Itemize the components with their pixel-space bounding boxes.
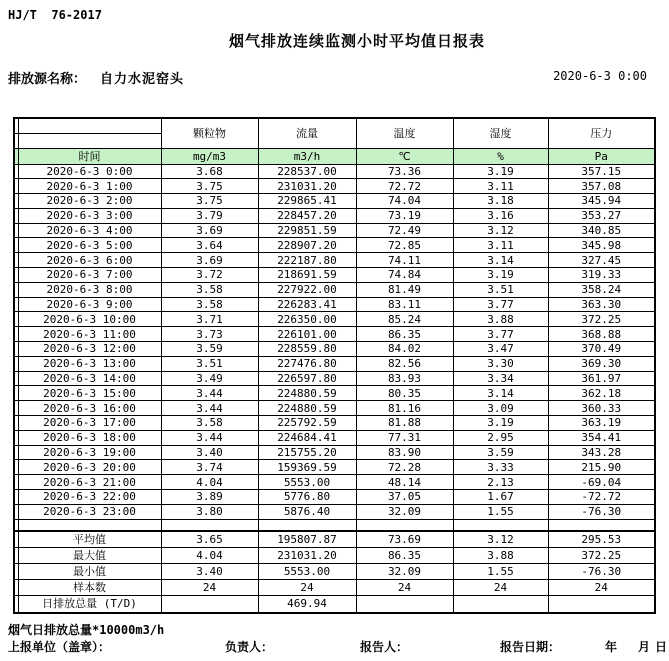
table-row bbox=[14, 223, 655, 238]
summary-value-cell: 32.09 bbox=[356, 563, 453, 579]
time-cell: 2020-6-3 18:00 bbox=[18, 430, 161, 445]
value-cell: 3.72 bbox=[161, 268, 258, 283]
summary-row bbox=[14, 547, 655, 563]
value-cell: 5876.40 bbox=[258, 504, 356, 519]
summary-value-cell: 24 bbox=[453, 579, 548, 595]
blank-cell bbox=[453, 519, 548, 531]
month-label: 月 bbox=[638, 640, 651, 654]
time-cell: 2020-6-3 0:00 bbox=[18, 164, 161, 179]
value-cell: 3.59 bbox=[453, 445, 548, 460]
blank-separator-row bbox=[14, 519, 655, 531]
value-cell: 222187.80 bbox=[258, 253, 356, 268]
value-cell: 358.24 bbox=[548, 282, 655, 297]
summary-label-cell: 样本数 bbox=[18, 579, 161, 595]
value-cell: 81.16 bbox=[356, 401, 453, 416]
corner-cell bbox=[18, 118, 161, 133]
value-cell: 3.69 bbox=[161, 253, 258, 268]
summary-row bbox=[14, 531, 655, 547]
value-cell: 3.11 bbox=[453, 179, 548, 194]
value-cell: -76.30 bbox=[548, 504, 655, 519]
value-cell: 3.09 bbox=[453, 401, 548, 416]
value-cell: 3.30 bbox=[453, 356, 548, 371]
value-cell: 3.44 bbox=[161, 430, 258, 445]
value-cell: 3.47 bbox=[453, 342, 548, 357]
year-label: 年 bbox=[605, 640, 618, 654]
units-row bbox=[14, 148, 655, 164]
report-unit-label: 上报单位（盖章）： bbox=[8, 640, 111, 654]
value-cell: 369.30 bbox=[548, 356, 655, 371]
value-cell: 74.84 bbox=[356, 268, 453, 283]
value-cell: -72.72 bbox=[548, 490, 655, 505]
value-cell: 83.11 bbox=[356, 297, 453, 312]
value-cell: 83.90 bbox=[356, 445, 453, 460]
value-cell: 74.04 bbox=[356, 194, 453, 209]
value-cell: 3.33 bbox=[453, 460, 548, 475]
time-cell: 2020-6-3 9:00 bbox=[18, 297, 161, 312]
value-cell: 228559.80 bbox=[258, 342, 356, 357]
value-cell: 3.77 bbox=[453, 327, 548, 342]
time-cell: 2020-6-3 2:00 bbox=[18, 194, 161, 209]
time-cell: 2020-6-3 5:00 bbox=[18, 238, 161, 253]
value-cell: 37.05 bbox=[356, 490, 453, 505]
time-cell: 2020-6-3 3:00 bbox=[18, 208, 161, 223]
value-cell: 72.85 bbox=[356, 238, 453, 253]
summary-value-cell: 231031.20 bbox=[258, 547, 356, 563]
value-cell: 3.68 bbox=[161, 164, 258, 179]
summary-value-cell bbox=[161, 595, 258, 613]
time-cell: 2020-6-3 10:00 bbox=[18, 312, 161, 327]
value-cell: 224880.59 bbox=[258, 386, 356, 401]
value-cell: 5776.80 bbox=[258, 490, 356, 505]
value-cell: 3.88 bbox=[453, 312, 548, 327]
value-cell: 85.24 bbox=[356, 312, 453, 327]
value-cell: 226350.00 bbox=[258, 312, 356, 327]
column-header-cell: 温度 bbox=[356, 118, 453, 148]
value-cell: 73.19 bbox=[356, 208, 453, 223]
summary-value-cell: 3.40 bbox=[161, 563, 258, 579]
time-cell: 2020-6-3 1:00 bbox=[18, 179, 161, 194]
value-cell: 319.33 bbox=[548, 268, 655, 283]
table-row bbox=[14, 297, 655, 312]
value-cell: 3.18 bbox=[453, 194, 548, 209]
summary-label-cell: 平均值 bbox=[18, 531, 161, 547]
value-cell: 227922.00 bbox=[258, 282, 356, 297]
blank-cell bbox=[548, 519, 655, 531]
summary-value-cell: 24 bbox=[161, 579, 258, 595]
value-cell: 86.35 bbox=[356, 327, 453, 342]
summary-value-cell: 24 bbox=[258, 579, 356, 595]
value-cell: 228907.20 bbox=[258, 238, 356, 253]
value-cell: 72.72 bbox=[356, 179, 453, 194]
value-cell: 3.12 bbox=[453, 223, 548, 238]
value-cell: 3.75 bbox=[161, 179, 258, 194]
summary-value-cell bbox=[356, 595, 453, 613]
value-cell: 3.34 bbox=[453, 371, 548, 386]
value-cell: 345.94 bbox=[548, 194, 655, 209]
summary-row bbox=[14, 563, 655, 579]
value-cell: 228537.00 bbox=[258, 164, 356, 179]
summary-label-cell: 最大值 bbox=[18, 547, 161, 563]
value-cell: 2.13 bbox=[453, 475, 548, 490]
report-datetime: 2020-6-3 0:00 bbox=[553, 69, 647, 83]
table-row bbox=[14, 401, 655, 416]
value-cell: -69.04 bbox=[548, 475, 655, 490]
value-cell: 215755.20 bbox=[258, 445, 356, 460]
table-row bbox=[14, 208, 655, 223]
time-cell: 2020-6-3 14:00 bbox=[18, 371, 161, 386]
value-cell: 3.59 bbox=[161, 342, 258, 357]
value-cell: 74.11 bbox=[356, 253, 453, 268]
value-cell: 362.18 bbox=[548, 386, 655, 401]
unit-cell: ℃ bbox=[356, 148, 453, 164]
value-cell: 81.88 bbox=[356, 416, 453, 431]
unit-cell: m3/h bbox=[258, 148, 356, 164]
unit-cell: mg/m3 bbox=[161, 148, 258, 164]
summary-row bbox=[14, 595, 655, 613]
value-cell: 357.08 bbox=[548, 179, 655, 194]
value-cell: 3.64 bbox=[161, 238, 258, 253]
summary-value-cell: 5553.00 bbox=[258, 563, 356, 579]
value-cell: 228457.20 bbox=[258, 208, 356, 223]
report-date-label: 报告日期： bbox=[500, 640, 561, 654]
value-cell: 3.79 bbox=[161, 208, 258, 223]
day-label: 日 bbox=[655, 640, 668, 654]
time-cell: 2020-6-3 8:00 bbox=[18, 282, 161, 297]
table-row bbox=[14, 268, 655, 283]
table-row bbox=[14, 342, 655, 357]
value-cell: 72.49 bbox=[356, 223, 453, 238]
value-cell: 226101.00 bbox=[258, 327, 356, 342]
column-header-cell: 颗粒物 bbox=[161, 118, 258, 148]
summary-value-cell: 372.25 bbox=[548, 547, 655, 563]
value-cell: 224684.41 bbox=[258, 430, 356, 445]
value-cell: 360.33 bbox=[548, 401, 655, 416]
time-cell: 2020-6-3 23:00 bbox=[18, 504, 161, 519]
time-cell: 2020-6-3 13:00 bbox=[18, 356, 161, 371]
value-cell: 3.71 bbox=[161, 312, 258, 327]
value-cell: 159369.59 bbox=[258, 460, 356, 475]
column-header-cell: 湿度 bbox=[453, 118, 548, 148]
value-cell: 3.58 bbox=[161, 297, 258, 312]
value-cell: 3.11 bbox=[453, 238, 548, 253]
summary-value-cell: 195807.87 bbox=[258, 531, 356, 547]
value-cell: 82.56 bbox=[356, 356, 453, 371]
summary-value-cell: 4.04 bbox=[161, 547, 258, 563]
time-header-cell: 时间 bbox=[18, 148, 161, 164]
summary-row bbox=[14, 579, 655, 595]
value-cell: 3.44 bbox=[161, 386, 258, 401]
value-cell: 84.02 bbox=[356, 342, 453, 357]
monitoring-data-table bbox=[13, 117, 656, 614]
value-cell: 3.16 bbox=[453, 208, 548, 223]
table-row bbox=[14, 179, 655, 194]
value-cell: 73.36 bbox=[356, 164, 453, 179]
time-cell: 2020-6-3 20:00 bbox=[18, 460, 161, 475]
table-row bbox=[14, 371, 655, 386]
time-cell: 2020-6-3 7:00 bbox=[18, 268, 161, 283]
table-row bbox=[14, 194, 655, 209]
summary-value-cell: 3.65 bbox=[161, 531, 258, 547]
time-cell: 2020-6-3 19:00 bbox=[18, 445, 161, 460]
value-cell: 229865.41 bbox=[258, 194, 356, 209]
value-cell: 3.14 bbox=[453, 253, 548, 268]
value-cell: 3.89 bbox=[161, 490, 258, 505]
time-cell: 2020-6-3 12:00 bbox=[18, 342, 161, 357]
value-cell: 3.73 bbox=[161, 327, 258, 342]
table-row bbox=[14, 490, 655, 505]
source-name-label: 排放源名称： bbox=[8, 72, 87, 87]
table-row bbox=[14, 253, 655, 268]
value-cell: 3.77 bbox=[453, 297, 548, 312]
summary-value-cell bbox=[548, 595, 655, 613]
value-cell: 229851.59 bbox=[258, 223, 356, 238]
blank-cell bbox=[356, 519, 453, 531]
value-cell: 3.58 bbox=[161, 282, 258, 297]
reporter-label: 报告人： bbox=[360, 640, 409, 654]
value-cell: 3.40 bbox=[161, 445, 258, 460]
blank-cell bbox=[258, 519, 356, 531]
time-cell: 2020-6-3 21:00 bbox=[18, 475, 161, 490]
table-row bbox=[14, 327, 655, 342]
value-cell: 3.49 bbox=[161, 371, 258, 386]
value-cell: 231031.20 bbox=[258, 179, 356, 194]
summary-value-cell: 3.12 bbox=[453, 531, 548, 547]
summary-value-cell: 24 bbox=[548, 579, 655, 595]
value-cell: 5553.00 bbox=[258, 475, 356, 490]
summary-value-cell: 73.69 bbox=[356, 531, 453, 547]
value-cell: 80.35 bbox=[356, 386, 453, 401]
summary-value-cell: -76.30 bbox=[548, 563, 655, 579]
time-cell: 2020-6-3 4:00 bbox=[18, 223, 161, 238]
table-row bbox=[14, 416, 655, 431]
table-row bbox=[14, 386, 655, 401]
value-cell: 353.27 bbox=[548, 208, 655, 223]
summary-value-cell: 3.88 bbox=[453, 547, 548, 563]
value-cell: 3.14 bbox=[453, 386, 548, 401]
value-cell: 225792.59 bbox=[258, 416, 356, 431]
value-cell: 340.85 bbox=[548, 223, 655, 238]
time-cell: 2020-6-3 15:00 bbox=[18, 386, 161, 401]
corner-cell bbox=[18, 133, 161, 148]
summary-value-cell: 86.35 bbox=[356, 547, 453, 563]
unit-cell: % bbox=[453, 148, 548, 164]
time-cell: 2020-6-3 17:00 bbox=[18, 416, 161, 431]
summary-value-cell: 1.55 bbox=[453, 563, 548, 579]
value-cell: 81.49 bbox=[356, 282, 453, 297]
value-cell: 372.25 bbox=[548, 312, 655, 327]
value-cell: 345.98 bbox=[548, 238, 655, 253]
value-cell: 2.95 bbox=[453, 430, 548, 445]
value-cell: 77.31 bbox=[356, 430, 453, 445]
page-title: 烟气排放连续监测小时平均值日报表 bbox=[228, 32, 485, 50]
manager-label: 负责人： bbox=[225, 640, 274, 654]
report-standard-number: HJ/T 76-2017 bbox=[8, 8, 102, 22]
value-cell: 3.19 bbox=[453, 164, 548, 179]
value-cell: 327.45 bbox=[548, 253, 655, 268]
value-cell: 226283.41 bbox=[258, 297, 356, 312]
value-cell: 354.41 bbox=[548, 430, 655, 445]
summary-value-cell: 295.53 bbox=[548, 531, 655, 547]
table-row bbox=[14, 504, 655, 519]
summary-value-cell bbox=[453, 595, 548, 613]
value-cell: 1.67 bbox=[453, 490, 548, 505]
value-cell: 83.93 bbox=[356, 371, 453, 386]
value-cell: 3.69 bbox=[161, 223, 258, 238]
table-row bbox=[14, 282, 655, 297]
value-cell: 32.09 bbox=[356, 504, 453, 519]
table-row bbox=[14, 164, 655, 179]
table-row bbox=[14, 475, 655, 490]
blank-cell bbox=[161, 519, 258, 531]
summary-label-cell: 最小值 bbox=[18, 563, 161, 579]
value-cell: 215.90 bbox=[548, 460, 655, 475]
value-cell: 363.30 bbox=[548, 297, 655, 312]
time-cell: 2020-6-3 6:00 bbox=[18, 253, 161, 268]
value-cell: 72.28 bbox=[356, 460, 453, 475]
value-cell: 3.75 bbox=[161, 194, 258, 209]
value-cell: 224880.59 bbox=[258, 401, 356, 416]
table-row bbox=[14, 356, 655, 371]
header-row-top bbox=[14, 118, 655, 133]
table-row bbox=[14, 460, 655, 475]
unit-cell: Pa bbox=[548, 148, 655, 164]
value-cell: 3.19 bbox=[453, 268, 548, 283]
value-cell: 3.58 bbox=[161, 416, 258, 431]
source-name-value: 自力水泥窑头 bbox=[100, 72, 185, 87]
value-cell: 226597.80 bbox=[258, 371, 356, 386]
value-cell: 357.15 bbox=[548, 164, 655, 179]
value-cell: 343.28 bbox=[548, 445, 655, 460]
summary-value-cell: 469.94 bbox=[258, 595, 356, 613]
table-row bbox=[14, 312, 655, 327]
value-cell: 3.80 bbox=[161, 504, 258, 519]
table-row bbox=[14, 430, 655, 445]
footer-note: 烟气日排放总量*10000m3/h bbox=[8, 623, 165, 637]
value-cell: 3.19 bbox=[453, 416, 548, 431]
value-cell: 3.44 bbox=[161, 401, 258, 416]
value-cell: 227476.80 bbox=[258, 356, 356, 371]
table-row bbox=[14, 238, 655, 253]
summary-label-cell: 日排放总量 (T/D) bbox=[18, 595, 161, 613]
value-cell: 3.51 bbox=[161, 356, 258, 371]
value-cell: 370.49 bbox=[548, 342, 655, 357]
time-cell: 2020-6-3 22:00 bbox=[18, 490, 161, 505]
value-cell: 363.19 bbox=[548, 416, 655, 431]
column-header-cell: 压力 bbox=[548, 118, 655, 148]
value-cell: 1.55 bbox=[453, 504, 548, 519]
value-cell: 361.97 bbox=[548, 371, 655, 386]
value-cell: 368.88 bbox=[548, 327, 655, 342]
table-row bbox=[14, 445, 655, 460]
blank-cell bbox=[18, 519, 161, 531]
value-cell: 48.14 bbox=[356, 475, 453, 490]
time-cell: 2020-6-3 11:00 bbox=[18, 327, 161, 342]
summary-value-cell: 24 bbox=[356, 579, 453, 595]
value-cell: 218691.59 bbox=[258, 268, 356, 283]
time-cell: 2020-6-3 16:00 bbox=[18, 401, 161, 416]
value-cell: 3.74 bbox=[161, 460, 258, 475]
value-cell: 4.04 bbox=[161, 475, 258, 490]
column-header-cell: 流量 bbox=[258, 118, 356, 148]
value-cell: 3.51 bbox=[453, 282, 548, 297]
